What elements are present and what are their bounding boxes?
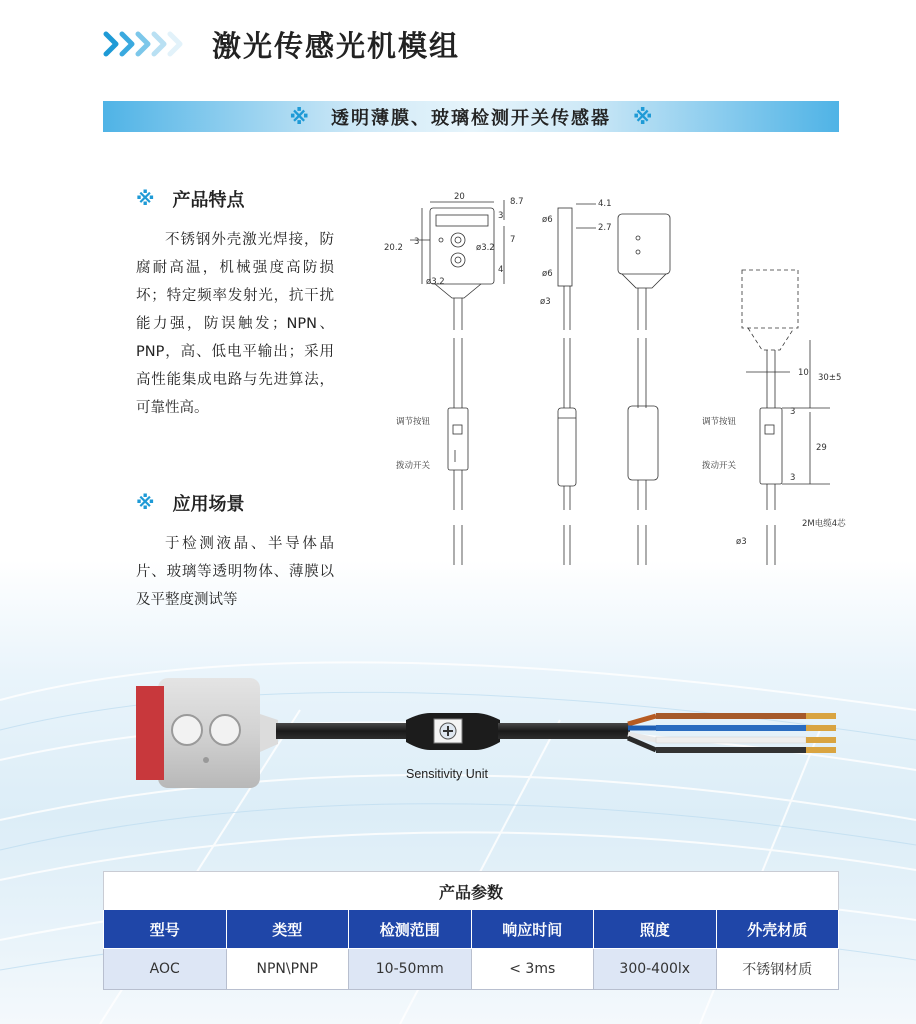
- table-cell: < 3ms: [471, 949, 594, 990]
- svg-text:29: 29: [816, 443, 827, 453]
- applications-title: 应用场景: [172, 494, 245, 515]
- header-cell: 检测范围: [349, 910, 472, 949]
- subtitle-banner: [103, 101, 839, 132]
- svg-text:4: 4: [498, 265, 504, 275]
- header-cell: 响应时间: [471, 910, 594, 949]
- chevron-arrows-icon: [100, 28, 190, 60]
- reference-mark-icon: ※: [136, 188, 155, 210]
- svg-text:ø3.2: ø3.2: [426, 277, 445, 287]
- page-title: 激光传感光机模组: [212, 29, 461, 63]
- svg-text:20: 20: [454, 192, 465, 202]
- table-cell: AOC: [104, 949, 227, 990]
- product-image: [130, 668, 850, 798]
- svg-text:8.7: 8.7: [510, 197, 524, 207]
- header-cell: 照度: [594, 910, 717, 949]
- product-params: [103, 871, 839, 990]
- reference-mark-icon: ※: [633, 104, 653, 129]
- svg-text:拨动开关: 拨动开关: [702, 461, 737, 471]
- svg-text:2.7: 2.7: [598, 223, 612, 233]
- svg-text:拨动开关: 拨动开关: [396, 461, 431, 471]
- banner-subtitle: 透明薄膜、玻璃检测开关传感器: [331, 107, 611, 129]
- sensitivity-unit-label: Sensitivity Unit: [406, 767, 488, 781]
- svg-text:ø6: ø6: [542, 215, 553, 225]
- applications-text: 于检测液晶、半导体晶片、玻璃等透明物体、薄膜以及平整度测试等: [136, 536, 334, 608]
- svg-text:调节按钮: 调节按钮: [702, 417, 737, 427]
- features-heading: [136, 186, 244, 212]
- table-row: [104, 949, 839, 990]
- header-cell: 外壳材质: [716, 910, 839, 949]
- svg-text:ø3: ø3: [736, 537, 747, 547]
- svg-text:30±5: 30±5: [818, 373, 842, 383]
- header-cell: 型号: [104, 910, 227, 949]
- svg-text:2M电缆4芯: 2M电缆4芯: [802, 519, 846, 529]
- svg-text:ø6: ø6: [542, 269, 553, 279]
- svg-text:3: 3: [414, 237, 420, 247]
- svg-text:3: 3: [790, 473, 796, 483]
- svg-text:3: 3: [498, 211, 504, 221]
- table-cell: 10-50mm: [349, 949, 472, 990]
- table-cell: 300-400lx: [594, 949, 717, 990]
- applications-heading: [136, 490, 244, 516]
- reference-mark-icon: ※: [289, 104, 309, 129]
- svg-text:调节按钮: 调节按钮: [396, 417, 431, 427]
- svg-text:ø3: ø3: [540, 297, 551, 307]
- table-cell: NPN\PNP: [226, 949, 349, 990]
- reference-mark-icon: ※: [136, 492, 155, 514]
- params-table: [103, 910, 839, 990]
- table-cell: 不锈钢材质: [716, 949, 839, 990]
- svg-text:ø3.2: ø3.2: [476, 243, 495, 253]
- svg-text:10: 10: [798, 368, 809, 378]
- svg-text:7: 7: [510, 235, 516, 245]
- svg-text:20.2: 20.2: [384, 243, 403, 253]
- features-title: 产品特点: [172, 190, 245, 211]
- params-title: 产品参数: [103, 871, 839, 910]
- svg-text:3: 3: [790, 407, 796, 417]
- dimension-drawing: [370, 180, 850, 580]
- features-text: 不锈钢外壳激光焊接，防腐耐高温，机械强度高防损坏；特定频率发射光，抗干扰能力强，防误触发；NPN、PNP，高、低电平输出；采用高性能集成电路与先进算法，可靠性高。: [136, 232, 334, 416]
- svg-text:4.1: 4.1: [598, 199, 612, 209]
- header-cell: 类型: [226, 910, 349, 949]
